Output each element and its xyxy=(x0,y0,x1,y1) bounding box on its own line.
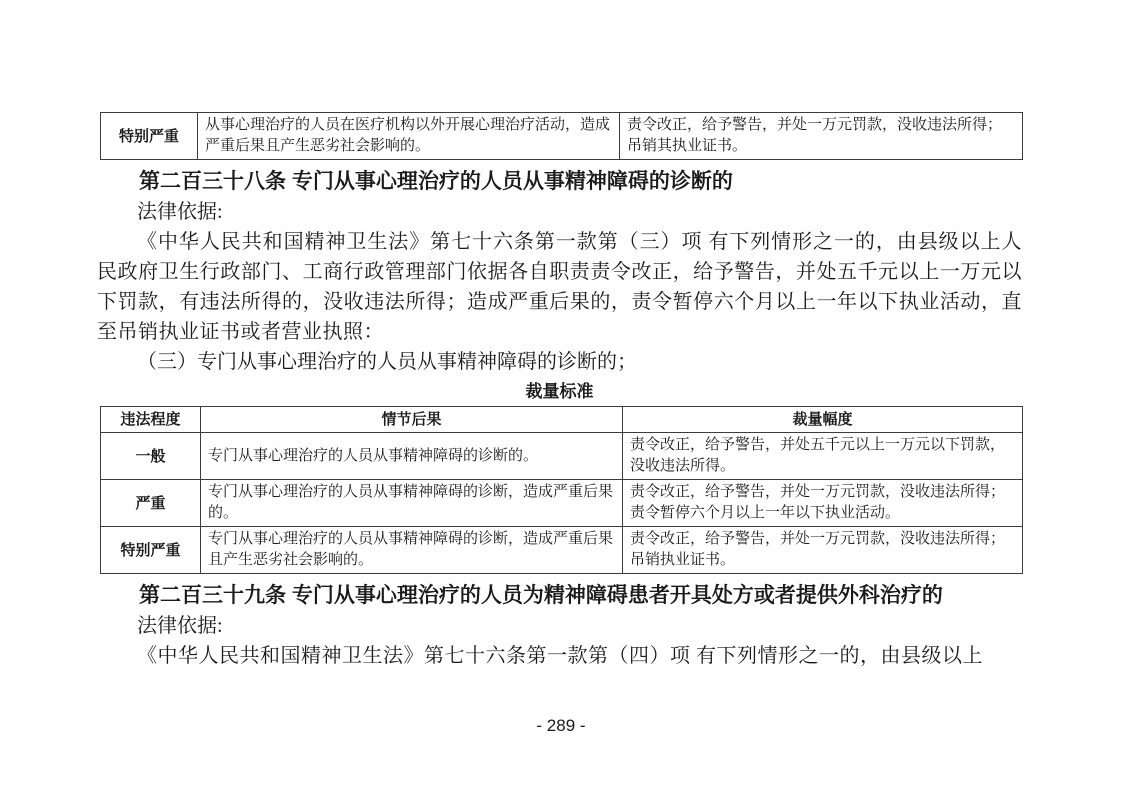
penalty-table-partial xyxy=(100,112,1023,160)
discretion-standard-title: 裁量标准 xyxy=(525,382,594,401)
discretion-cell: 责令改正，给予警告，并处一万元罚款，没收违法所得；吊销其执业证书。 xyxy=(620,113,1023,160)
discretion-standard-table xyxy=(100,406,1023,574)
consequence-cell: 从事心理治疗的人员在医疗机构以外开展心理治疗活动，造成严重后果且产生恶劣社会影响的。 xyxy=(198,113,620,160)
degree-cell: 严重 xyxy=(101,480,201,527)
item-text-238: （三）专门从事心理治疗的人员从事精神障碍的诊断的； xyxy=(137,351,637,373)
page-number: - 289 - xyxy=(536,716,586,735)
degree-cell: 一般 xyxy=(101,433,201,480)
legal-basis-label-238: 法律依据: xyxy=(137,201,223,223)
article-239-heading: 第二百三十九条 专门从事心理治疗的人员为精神障碍患者开具处方或者提供外科治疗的 xyxy=(139,584,943,607)
table-header-row xyxy=(101,407,1023,433)
table-row xyxy=(101,480,1023,527)
discretion-cell: 责令改正，给予警告，并处一万元罚款，没收违法所得；责令暂停六个月以上一年以下执业活动。 xyxy=(623,480,1023,527)
table-row xyxy=(101,527,1023,574)
article-238-heading: 第二百三十八条 专门从事心理治疗的人员从事精神障碍的诊断的 xyxy=(139,170,733,193)
legal-basis-text-239: 《中华人民共和国精神卫生法》第七十六条第一款第（四）项 有下列情形之一的，由县级以上 xyxy=(137,645,983,667)
table-row xyxy=(101,113,1023,160)
header-degree: 违法程度 xyxy=(101,407,201,433)
consequence-cell: 专门从事心理治疗的人员从事精神障碍的诊断，造成严重后果且产生恶劣社会影响的。 xyxy=(201,527,623,574)
header-consequence: 情节后果 xyxy=(201,407,623,433)
legal-basis-label-239: 法律依据: xyxy=(137,615,223,637)
degree-cell: 特别严重 xyxy=(101,527,201,574)
document-content xyxy=(97,112,1022,671)
legal-basis-text-238: 《中华人民共和国精神卫生法》第七十六条第一款第（三）项 有下列情形之一的，由县级以上人民政府卫生行政部门、工商行政管理部门依据各自职责责令改正，给予警告，并处五千元以上一万元以下罚款，有违法所得的，没收违法所得；造成严重后果的，责令暂停六个月以上一年以下执业活动，直至吊销执业证书或者营业执照： xyxy=(97,231,1022,343)
discretion-cell: 责令改正，给予警告，并处五千元以上一万元以下罚款，没收违法所得。 xyxy=(623,433,1023,480)
header-discretion: 裁量幅度 xyxy=(623,407,1023,433)
table-row xyxy=(101,433,1023,480)
consequence-cell: 专门从事心理治疗的人员从事精神障碍的诊断，造成严重后果的。 xyxy=(201,480,623,527)
discretion-cell: 责令改正，给予警告，并处一万元罚款，没收违法所得；吊销执业证书。 xyxy=(623,527,1023,574)
consequence-cell: 专门从事心理治疗的人员从事精神障碍的诊断的。 xyxy=(201,433,623,480)
degree-cell: 特别严重 xyxy=(101,113,198,160)
